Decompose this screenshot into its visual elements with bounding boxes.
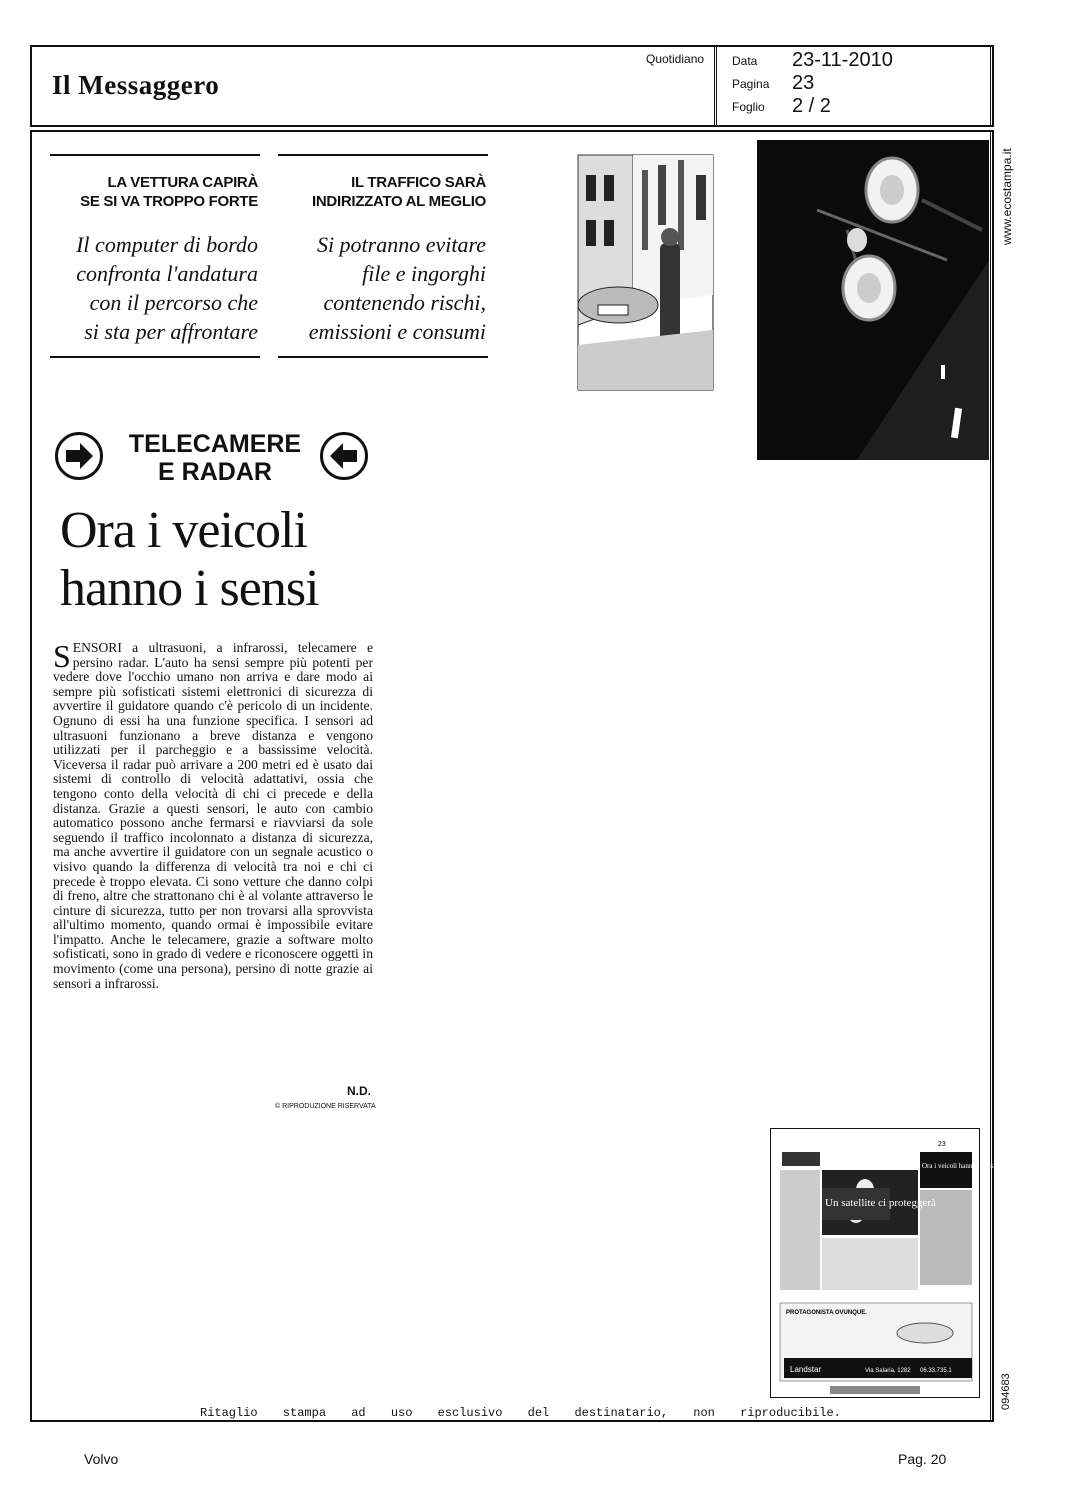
thumbnail-ad-phone: 06.33.735.1 [920, 1368, 952, 1374]
footer-page: Pag. 20 [898, 1451, 947, 1467]
thumbnail-ad-address: Via Salaria, 1282 [865, 1368, 911, 1374]
thumbnail-ad-title: PROTAGONISTA OVUNQUE. [786, 1310, 867, 1316]
thumbnail-side-headline: Ora i veicoli hanno i sensi [922, 1162, 996, 1170]
callout-text: Si potranno evitare file e ingorghi contenendo rischi, emissioni e consumi [308, 232, 486, 344]
page-label: Pagina [732, 77, 770, 91]
article-kicker: TELECAMERE E RADAR [128, 430, 302, 486]
header-divider [990, 45, 991, 127]
thumbnail-ad-brand: Landstar [790, 1365, 822, 1374]
date-value: 23-11-2010 [792, 49, 893, 71]
drop-cap: S [53, 638, 71, 674]
newspaper-logo: Il Messaggero [52, 70, 220, 100]
callout-rule [278, 154, 488, 156]
article-text: ENSORI a ultrasuoni, a infrarossi, telecamere e persino radar. L'auto ha sensi sempre più potenti per vedere dove l'occhio umano non arriva e dare modo ai sempre più sofisticati sistemi elettronici di sicurezza di avvertire il guidatore quando c'è pericolo di un incidente. Ognuno di essi ha una funzione specifica. I sensori ad ultrasuoni funzionano a breve distanza e vengono utilizzati per il parcheggio e a bassissime velocità. Viceversa il radar può arrivare a 200 metri ed è usato dai sistemi di controllo di velocità adattativi, ossia che tengono conto della velocità di chi ci precede e della distanza. Grazie a questi sensori, le auto con cambio automatico possono anche fermarsi e riavviarsi da sole seguendo il traffico incolonnato a distanza di sicurezza, ma anche avvertire il guidatore con un segnale acustico o visivo quando la differenza di velocità tra noi e chi ci precede è troppo elevata. Ci sono vetture che danno colpi di freno, altre che strattonano chi è al volante attraverso le cinture di sicurezza, tutto per non trovarsi alla sprovvista all'ultimo momento, quando ormai è impossibile evitare l'impatto. Anche le telecamere, grazie a software molto sofisticati, sono in grado di vedere e riconoscere oggetti in movimento (come una persona), persino di notte grazie ai sensori a infrarossi. [53, 640, 373, 991]
callout-kicker: LA VETTURA CAPIRÀ SE SI VA TROPPO FORTE [80, 174, 258, 210]
callout-rule [278, 356, 488, 358]
publication-type: Quotidiano [646, 52, 705, 66]
callout-rule [50, 356, 260, 358]
article-body [53, 638, 373, 991]
article-author: N.D. [347, 1084, 371, 1098]
thumbnail-main-headline: Un satellite ci proteggerà [825, 1197, 936, 1209]
radar-photo [757, 140, 989, 460]
rights-notice: © RIPRODUZIONE RISERVATA [275, 1103, 376, 1110]
page-thumbnail [770, 1128, 996, 1398]
page-value: 23 [792, 72, 815, 94]
callout-text: Il computer di bordo confronta l'andatura con il percorso che si sta per affrontare [76, 232, 258, 344]
source-url: www.ecostampa.it [1000, 148, 1014, 245]
callout-rule [50, 154, 260, 156]
footer-client: Volvo [84, 1451, 119, 1467]
sheet-value: 2 / 2 [792, 95, 831, 117]
usage-disclaimer: Ritaglio stampa ad uso esclusivo del destinatario, non riproducibile. [200, 1406, 841, 1420]
header-divider [714, 45, 717, 127]
street-photo [578, 155, 713, 390]
thumbnail-page-number: 23 [938, 1141, 946, 1148]
document-code: 094683 [1000, 1373, 1012, 1410]
callout-kicker: IL TRAFFICO SARÀ INDIRIZZATO AL MEGLIO [312, 174, 486, 210]
article-headline: Ora i veicoli hanno i sensi [60, 502, 319, 617]
date-label: Data [732, 54, 758, 68]
sheet-label: Foglio [732, 100, 765, 114]
arrow-right-icon [55, 432, 103, 480]
arrow-left-icon [320, 432, 368, 480]
side-divider [990, 130, 991, 1422]
